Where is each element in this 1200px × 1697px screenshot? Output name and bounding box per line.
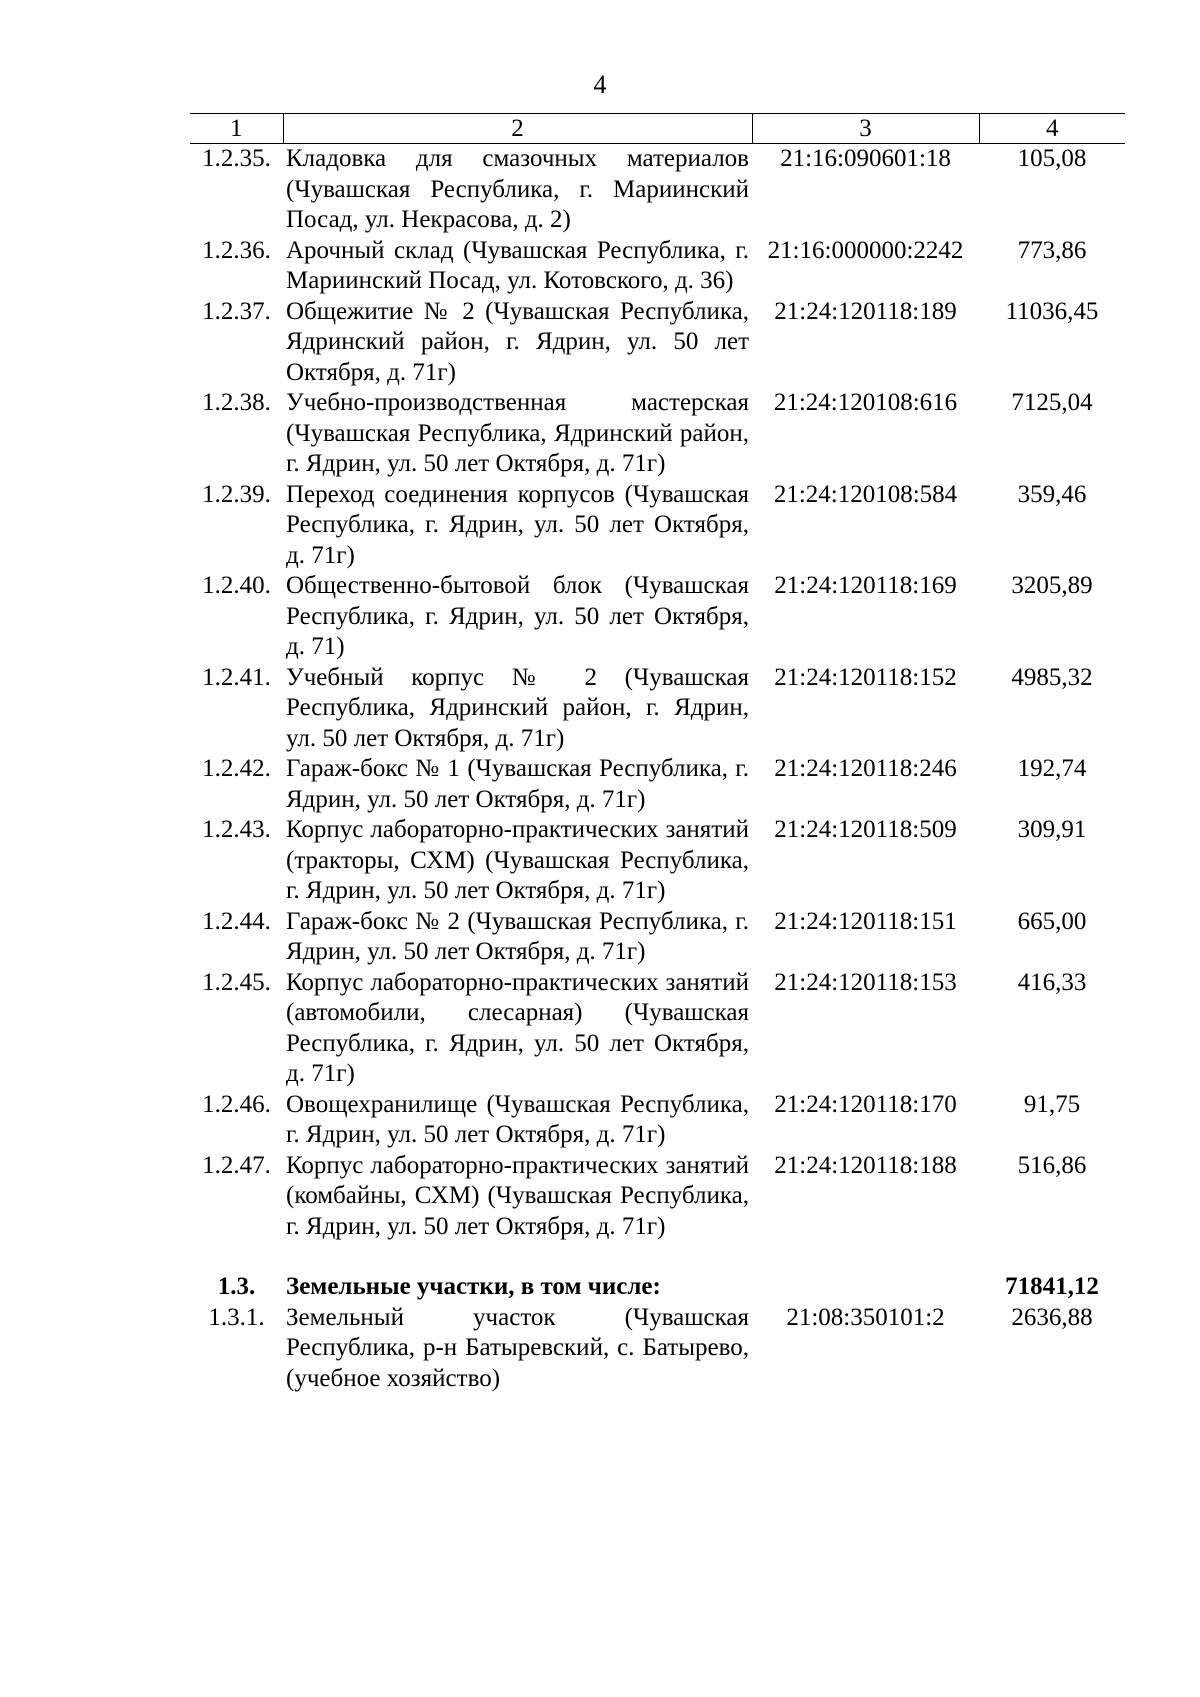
section-spacer — [190, 1242, 1125, 1272]
row-area: 11036,45 — [1005, 297, 1099, 325]
row-description: Общежитие № 2 (Чувашская Республика, Ядринский район, г. Ядрин, ул. 50 лет Октября, д. 71г) — [286, 297, 749, 386]
row-description: Корпус лабораторно-практических занятий (комбайны, СХМ) (Чувашская Республика, г. Ядрин, ул. 50 лет Октября, д. 71г) — [286, 1151, 749, 1240]
row-number: 1.2.35. — [202, 145, 271, 172]
row-description: Кладовка для смазочных материалов (Чувашская Республика, г. Мариинский Посад, ул. Некрасова, д. 2) — [286, 145, 749, 233]
row-description: Гараж-бокс № 2 (Чувашская Республика, г. Ядрин, ул. 50 лет Октября, д. 71г) — [286, 907, 749, 965]
row-cadastral-number: 21:24:120118:189 — [774, 297, 957, 325]
row-number: 1.2.43. — [202, 816, 271, 843]
row-number: 1.2.46. — [202, 1090, 271, 1118]
row-cadastral-number: 21:24:120118:246 — [774, 755, 957, 782]
row-area: 516,86 — [1017, 1151, 1087, 1179]
table-body — [190, 144, 1125, 1395]
row-number: 1.2.36. — [202, 236, 271, 264]
row-description: Арочный склад (Чувашская Республика, г. Мариинский Посад, ул. Котовского, д. 36) — [286, 236, 749, 294]
header-row — [190, 114, 1125, 144]
row-cadastral-number: 21:24:120118:188 — [774, 1151, 957, 1179]
table-header — [190, 114, 1125, 144]
table-row — [190, 1151, 1125, 1243]
row-cadastral-number: 21:08:350101:2 — [786, 1303, 945, 1331]
property-table — [190, 113, 1125, 1394]
section-total-area: 71841,12 — [1005, 1273, 1099, 1300]
header-col-4: 4 — [979, 114, 1125, 144]
row-number: 1.2.41. — [202, 663, 271, 691]
row-cadastral-number: 21:16:090601:18 — [780, 145, 951, 172]
row-cadastral-number: 21:24:120118:153 — [774, 968, 957, 996]
table-row — [190, 480, 1125, 572]
section-row — [190, 1272, 1125, 1303]
table-row — [190, 815, 1125, 907]
row-description: Общественно-бытовой блок (Чувашская Республика, г. Ядрин, ул. 50 лет Октября, д. 71) — [286, 572, 749, 660]
row-description: Земельный участок (Чувашская Республика, р-н Батыревский, с. Батырево, (учебное хозяйство) — [286, 1303, 749, 1392]
row-area: 359,46 — [1017, 480, 1087, 508]
section-number: 1.3. — [217, 1273, 256, 1300]
row-number: 1.2.39. — [202, 480, 271, 508]
table-row — [190, 297, 1125, 389]
row-cadastral-number: 21:24:120118:151 — [774, 907, 957, 935]
table-row — [190, 1090, 1125, 1151]
row-number: 1.2.40. — [202, 572, 271, 599]
row-number: 1.2.44. — [202, 907, 271, 935]
row-area: 192,74 — [1017, 755, 1087, 782]
row-cadastral-number: 21:24:120118:169 — [774, 572, 957, 599]
row-cadastral-number: 21:24:120118:152 — [774, 663, 957, 691]
row-cadastral-number: 21:24:120108:616 — [773, 389, 958, 416]
row-description: Переход соединения корпусов (Чувашская Республика, г. Ядрин, ул. 50 лет Октября, д. 71г) — [286, 480, 749, 569]
header-col-3: 3 — [752, 114, 979, 144]
row-cadastral-number: 21:24:120108:584 — [773, 480, 958, 508]
row-description: Корпус лабораторно-практических занятий (автомобили, слесарная) (Чувашская Республика, г. Ядрин, ул. 50 лет Октября, д. 71г) — [286, 968, 749, 1087]
row-area: 7125,04 — [1011, 389, 1093, 416]
row-area: 3205,89 — [1011, 572, 1093, 599]
row-area: 309,91 — [1017, 816, 1087, 843]
table-row — [190, 754, 1125, 815]
table-row — [190, 144, 1125, 236]
row-number: 1.2.42. — [202, 755, 271, 782]
row-description: Гараж-бокс № 1 (Чувашская Республика, г. Ядрин, ул. 50 лет Октября, д. 71г) — [286, 755, 749, 813]
section-cadastral-number — [752, 1272, 979, 1303]
row-number: 1.2.38. — [202, 389, 271, 416]
row-description: Овощехранилище (Чувашская Республика, г. Ядрин, ул. 50 лет Октября, д. 71г) — [286, 1090, 749, 1148]
table-row — [190, 388, 1125, 480]
row-description: Учебный корпус № 2 (Чувашская Республика, Ядринский район, г. Ядрин, ул. 50 лет Октября, д. 71г) — [286, 663, 749, 752]
row-area: 91,75 — [1023, 1090, 1081, 1118]
section-title: Земельные участки, в том числе: — [286, 1273, 661, 1300]
row-area: 105,08 — [1017, 145, 1087, 172]
row-number: 1.2.47. — [202, 1151, 271, 1179]
row-number: 1.3.1. — [208, 1303, 265, 1331]
row-cadastral-number: 21:24:120118:170 — [774, 1090, 957, 1118]
row-cadastral-number: 21:24:120118:509 — [774, 816, 957, 843]
table-row — [190, 968, 1125, 1090]
row-area: 416,33 — [1017, 968, 1087, 996]
header-col-1: 1 — [190, 114, 283, 144]
table-row — [190, 907, 1125, 968]
row-number: 1.2.45. — [202, 968, 271, 996]
table-row — [190, 1303, 1125, 1395]
row-description: Учебно-производственная мастерская (Чувашская Республика, Ядринский район, г. Ядрин, ул. 50 лет Октября, д. 71г) — [286, 389, 749, 477]
row-area: 665,00 — [1017, 907, 1087, 935]
table-row — [190, 571, 1125, 663]
row-description: Корпус лабораторно-практических занятий (тракторы, СХМ) (Чувашская Республика, г. Ядрин, ул. 50 лет Октября, д. 71г) — [286, 816, 749, 904]
table-row — [190, 236, 1125, 297]
header-col-2: 2 — [283, 114, 752, 144]
row-number: 1.2.37. — [202, 297, 271, 325]
row-area: 2636,88 — [1011, 1303, 1093, 1331]
row-area: 4985,32 — [1011, 663, 1093, 691]
page-number: 4 — [593, 70, 607, 99]
row-area: 773,86 — [1017, 236, 1087, 264]
table-row — [190, 663, 1125, 755]
row-cadastral-number: 21:16:000000:2242 — [767, 236, 964, 264]
